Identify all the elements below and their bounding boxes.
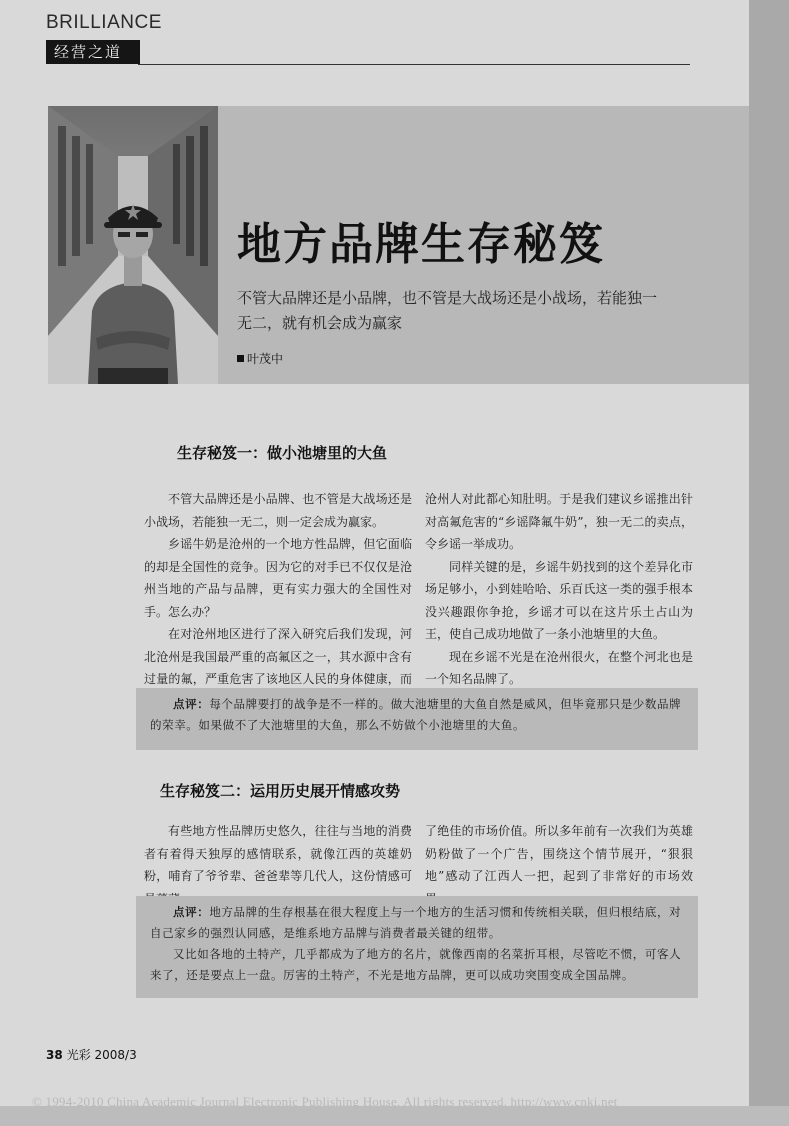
page-footer — [46, 1046, 137, 1063]
paragraph: 有些地方性品牌历史悠久，往往与当地的消费者有着得天独厚的感情联系，就像江西的英雄奶粉，哺育了爷爷辈、爸爸辈等几代人，这份情感可 — [144, 824, 412, 883]
article-subtitle: 不管大品牌还是小品牌，也不管是大战场还是小战场，若能独一无二，就有机会成为赢家 — [237, 289, 658, 332]
section1-comment — [136, 688, 698, 750]
comment-text: 地方品牌的生存根基在很大程度上与一个地方的生活习惯和传统相关联，但归根结底，对自己家乡的强烈认同感，是维系地方品牌与消费者最关键的纽带。 — [150, 905, 682, 940]
section1-col1 — [144, 488, 412, 713]
comment-label: 点评： — [173, 905, 210, 919]
article-title: 地方品牌生存秘笈 — [237, 219, 605, 270]
bullet-square-icon — [237, 355, 244, 362]
paragraph: 沧州人对此都心知肚明。于是我们建议乡谣推出针对高氟危害的“乡谣降氟牛奶”，独一无二的卖点，令乡谣一举成功。 — [425, 492, 693, 551]
brand-logo: BRILLIANCE — [46, 12, 162, 33]
section1-col2 — [425, 488, 693, 691]
header-rule — [138, 64, 690, 65]
author-byline — [237, 350, 283, 367]
page-number: 38 — [46, 1048, 63, 1062]
comment-text: 每个品牌要打的战争是不一样的。做大池塘里的大鱼自然是威风，但毕竟那只是少数品牌的荣幸。如果做不了大池塘里的大鱼，那么不妨做个小池塘里的大鱼。 — [150, 697, 682, 732]
section1-heading: 生存秘笈一：做小池塘里的大鱼 — [177, 444, 388, 462]
paragraph: 同样关键的是，乡谣牛奶找到的这个差异化市场足够小，小到娃哈哈、乐百氏这一类的强手根本没兴趣跟你争抢，乡谣才可以在这片乐土占山为王，使自己成功地做了一条小池塘里的大鱼。 — [425, 559, 693, 641]
scan-margin-right — [749, 0, 789, 1126]
comment-label: 点评： — [173, 697, 210, 711]
paragraph: 在对沧州地区进行了深入研究后我们发现，河北沧州是我国最严重的高氟区之一，其水源中含有过量的氟，严重危害了该地区人民的身体健康，而 — [144, 627, 412, 686]
comment-text: 又比如各地的土特产，几乎都成为了地方的名片，就像西南的名菜折耳根，尽管吃不惯，可客人来了，还是要点上一盘。厉害的土特产，不光是地方品牌，更可以成功突围变成全国品牌。 — [150, 947, 682, 982]
paragraph: 现在乡谣不光是在沧州很火，在整个河北也是一个知名品牌了。 — [425, 649, 693, 686]
author-photo — [48, 106, 218, 384]
magazine-issue: 光彩 2008/3 — [66, 1048, 137, 1062]
paragraph: 了绝佳的市场价值。所以多年前有一次我们为英雄奶粉做了一个广告，围绕这个情节展开，“狠狠地”感动了江西人一把，起到了非常好的市场效 — [425, 824, 693, 883]
section2-heading: 生存秘笈二：运用历史展开情感攻势 — [160, 782, 401, 800]
paragraph: 乡谣牛奶是沧州的一个地方性品牌，但它面临的却是全国性的竞争。因为它的对手已不仅仅是沧州当地的产品与品牌，更有实力强大的全国性对手。怎么办？ — [144, 537, 412, 619]
author-name: 叶茂中 — [247, 352, 284, 366]
section-tag: 经营之道 — [46, 40, 140, 64]
section2-comment — [136, 896, 698, 998]
copyright-watermark: © 1994-2010 China Academic Journal Electronic Publishing House. All rights reserved. http://www.cnki.net — [32, 1094, 618, 1109]
paragraph: 不管大品牌还是小品牌、也不管是大战场还是小战场，若能独一无二，则一定会成为赢家。 — [144, 492, 412, 529]
